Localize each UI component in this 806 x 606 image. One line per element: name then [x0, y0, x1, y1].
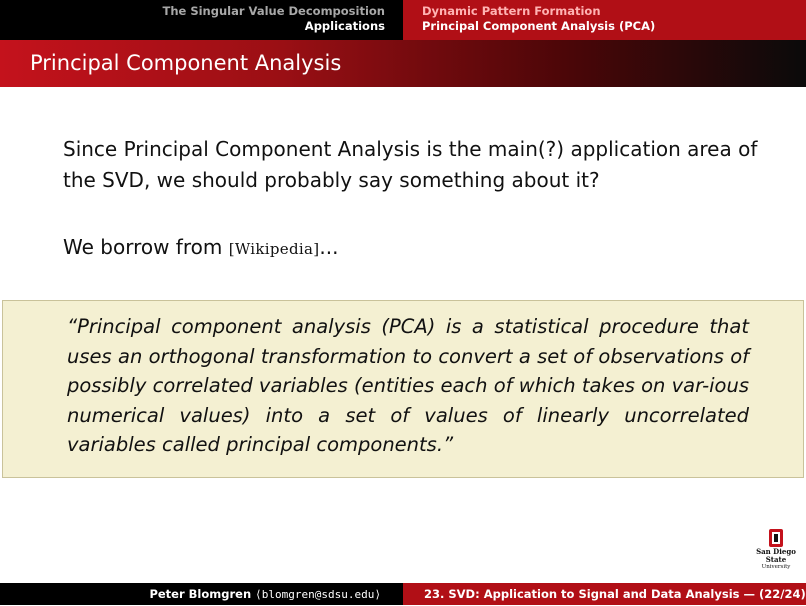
- university-logo: [748, 528, 804, 568]
- footer-author: [0, 583, 403, 605]
- subsection-nav[interactable]: [403, 0, 806, 40]
- footer: [0, 583, 806, 605]
- quote-text: “Principal component analysis (PCA) is a statistical procedure that uses an orthogonal transformation to convert a set of observations of possibly correlated variables (entities each of which takes on var-ious numerical values) into a set of values of linearly uncorrelated variables called principal components.”: [67, 315, 749, 456]
- borrow-text: We borrow from: [63, 235, 229, 259]
- author-email[interactable]: ⟨blomgren@sdsu.edu⟩: [255, 588, 381, 601]
- section-nav[interactable]: [0, 0, 403, 40]
- author-name: Peter Blomgren: [149, 587, 252, 601]
- nav-subsection-title[interactable]: Applications: [304, 19, 385, 33]
- sdsu-shield-icon: [768, 528, 784, 548]
- citation-link[interactable]: [Wikipedia]: [228, 240, 320, 258]
- logo-name: San Diego State: [756, 547, 796, 564]
- paragraph-intro: Since Principal Component Analysis is the main(?) application area of the SVD, we should probably say something about it?: [63, 137, 758, 192]
- nav-section-title[interactable]: The Singular Value Decomposition: [162, 4, 385, 18]
- header-navigation: [0, 0, 806, 40]
- paragraph-borrow: [63, 232, 338, 265]
- frame-title: Principal Component Analysis: [0, 40, 806, 87]
- nav-section-title-right[interactable]: Dynamic Pattern Formation: [422, 4, 601, 18]
- footer-lecture-title: 23. SVD: Application to Signal and Data Analysis — (22/24): [403, 583, 806, 605]
- nav-subsection-current[interactable]: Principal Component Analysis (PCA): [422, 19, 656, 33]
- ellipsis: ...: [319, 235, 339, 259]
- logo-subname: University: [761, 564, 791, 570]
